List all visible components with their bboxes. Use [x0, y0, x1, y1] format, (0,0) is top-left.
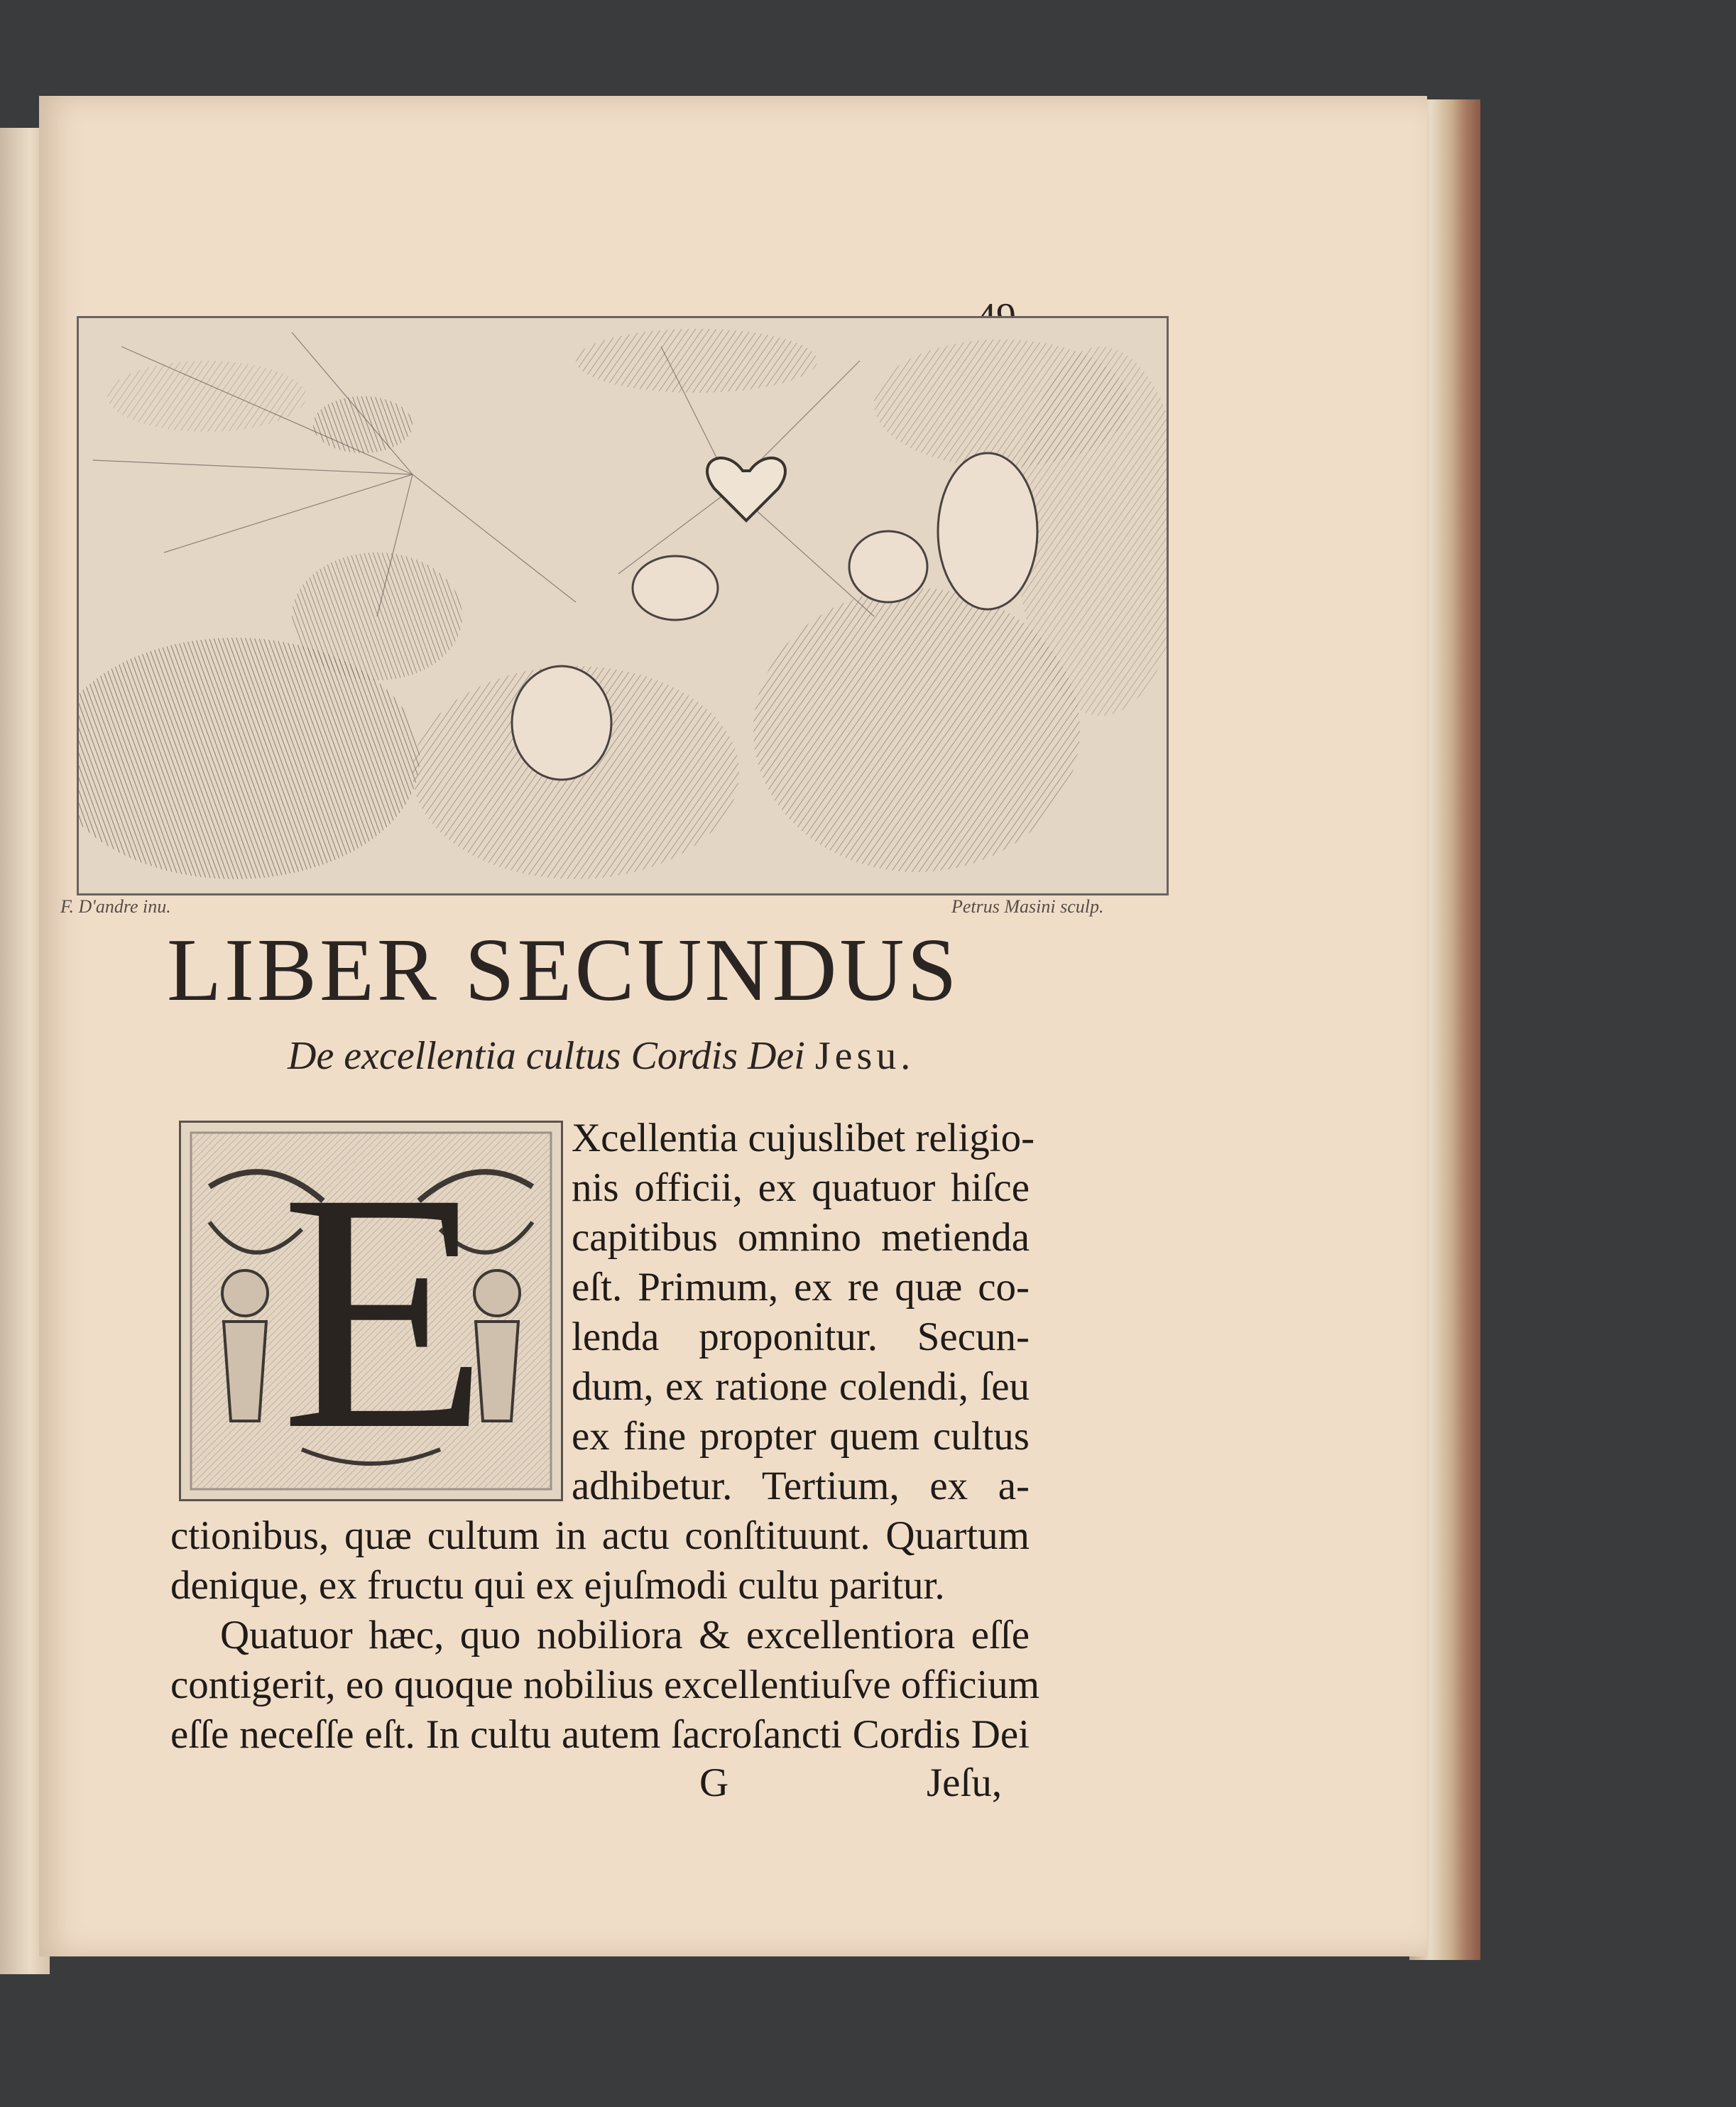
subtitle-small-caps: Jesu.: [814, 1034, 915, 1078]
body-line: denique, ex fructu qui ex ejuſmodi cultu paritur.: [170, 1563, 945, 1608]
body-line: ctionibus, quæ cultum in actu conſtituunt. Quartum: [170, 1513, 1030, 1558]
body-line: nis officii, ex quatuor hiſce: [572, 1165, 1030, 1210]
body-line: contigerit, eo quoque nobilius excellentiuſve officium: [170, 1662, 1040, 1707]
illustrator-credit: F. D'andre inu.: [60, 896, 171, 917]
book-subtitle: [288, 1033, 915, 1079]
subtitle-italic: De excellentia cultus Cordis Dei: [288, 1034, 805, 1078]
body-line: dum, ex ratione colendi, ſeu: [572, 1364, 1030, 1409]
body-line: Xcellentia cujuslibet religio-: [572, 1116, 1035, 1160]
decorated-initial: [179, 1121, 563, 1501]
body-line: eſt. Primum, ex re quæ co-: [572, 1265, 1030, 1310]
body-line: eſſe neceſſe eſt. In cultu autem ſacroſancti Cordis Dei: [170, 1712, 1030, 1757]
body-line: capitibus omnino metienda: [572, 1215, 1030, 1260]
engraving-illustration: [77, 316, 1169, 895]
book-title: LIBER SECUNDUS: [167, 921, 960, 1020]
body-line: adhibetur. Tertium, ex a-: [572, 1464, 1030, 1508]
engraver-credit: Petrus Masini sculp.: [951, 896, 1104, 917]
engraving-drawing: [79, 318, 1167, 893]
body-line: Quatuor hæc, quo nobiliora & excellentiora eſſe: [220, 1613, 1030, 1657]
body-line: lenda proponitur. Secun-: [572, 1314, 1030, 1359]
catchword: Jeſu,: [927, 1760, 1003, 1805]
initial-letter: E: [280, 1122, 489, 1500]
signature-mark: G: [699, 1760, 729, 1805]
body-line: ex fine propter quem cultus: [572, 1414, 1030, 1459]
